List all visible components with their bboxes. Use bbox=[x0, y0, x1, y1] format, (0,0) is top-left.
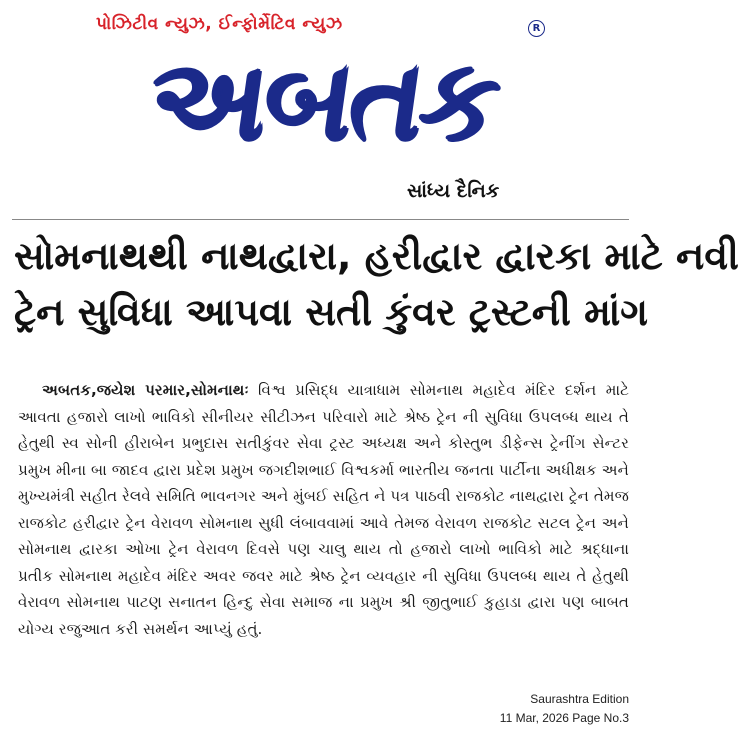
edition-footer bbox=[500, 690, 629, 728]
edition-date-page: 11 Mar, 2026 Page No.3 bbox=[499, 711, 629, 725]
headline-line-1: સોમનાથથી નાથદ્વારા, હરીદ્વાર દ્વારકા માટે નવી bbox=[14, 234, 739, 278]
article-headline bbox=[14, 228, 739, 340]
edition-name: Saurashtra Edition bbox=[530, 692, 629, 706]
article-byline: અબતક,જયેશ પરમાર,સોમનાથઃ bbox=[42, 381, 249, 399]
article-body bbox=[18, 377, 629, 642]
masthead bbox=[0, 0, 639, 205]
registered-mark-icon: R bbox=[528, 20, 545, 37]
headline-line-2: ટ્રેન સુવિધા આપવા સતી કુંવર ટ્રસ્ટની માંગ bbox=[14, 290, 649, 334]
header-divider bbox=[12, 219, 629, 220]
newspaper-logo bbox=[92, 30, 552, 180]
masthead-subtitle: સાંધ્ય દૈનિક bbox=[407, 180, 500, 202]
masthead-tagline: પોઝિટીવ ન્યુઝ, ઈન્ફોર્મેટિવ ન્યુઝ bbox=[96, 14, 343, 34]
article-body-text: વિશ્વ પ્રસિદ્ધ યાત્રાધામ સોમનાથ મહાદેવ મંદિર દર્શન માટે આવતા હજારો લાખો ભાવિકો સીનીયર સીટીઝન પરિવારો માટે શ્રેષ્ઠ ટ્રેન ની સુવિધા ઉપલબ્ધ થાય તે હેતુથી સ્વ સોની હીરાબેન પ્રભુદાસ સતીકુંવર સેવા ટ્રસ્ટ અધ્યક્ષ અને કોસ્તુભ ડીફેન્સ ટ્રેનીંગ સેન્ટર પ્રમુખ મીના બા જાદવ દ્વારા પ્રદેશ પ્રમુખ જગદીશભાઈ વિશ્વકર્મા ભારતીય જનતા પાર્ટીના અધીક્ષક અને મુખ્યમંત્રી સહીત રેલવે સમિતિ ભાવનગર અને મુંબઈ સહિત ને પત્ર પાઠવી રાજકોટ નાથદ્વારા ટ્રેન તેમજ રાજકોટ હરીદ્વાર ટ્રેન વેરાવળ સોમનાથ સુધી લંબાવવામાં આવે તેમજ વેરાવળ રાજકોટ સટલ ટ્રેન અને સોમનાથ દ્વારકા ઓખા ટ્રેન વેરાવળ દિવસે પણ ચાલુ થાય તો હજારો લાખો ભાવિકો માટે શ્રદ્ધાના પ્રતીક સોમનાથ મહાદેવ મંદિર અવર જવર માટે શ્રેષ્ઠ ટ્રેન વ્યવહાર ની સુવિધા ઉપલબ્ધ થાય તે હેતુથી વેરાવળ સોમનાથ પાટણ સનાતન હિન્દુ સેવા સમાજ ના પ્રમુખ શ્રી જીતુભાઈ કુહાડા દ્વારા પણ બાબત યોગ્ય રજુઆત કરી સમર્થન આપ્યું હતું. bbox=[18, 381, 629, 638]
logo-text: અબતક bbox=[140, 35, 504, 165]
